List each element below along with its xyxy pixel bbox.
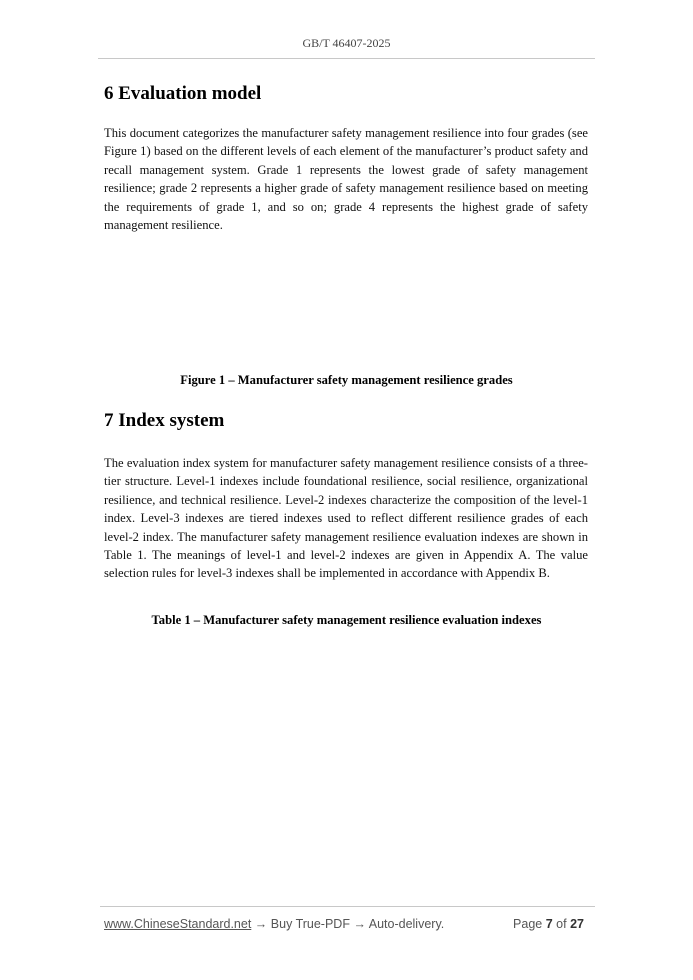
section-7 (104, 409, 588, 433)
website-link[interactable]: www.ChineseStandard.net (104, 917, 252, 931)
page-footer (104, 917, 584, 935)
section-6-heading: 6 Evaluation model (104, 83, 262, 104)
header-divider (98, 58, 595, 59)
page-total: 27 (570, 917, 584, 931)
arrow-right-icon: → (254, 917, 268, 931)
figure-1-placeholder (104, 240, 588, 365)
arrow-right-icon: → (353, 917, 366, 931)
page-label: Page (513, 917, 543, 931)
footer-promo (104, 917, 444, 931)
section-7-heading: 7 Index system (104, 410, 225, 431)
footer-divider (100, 906, 595, 907)
section-7-body (104, 454, 588, 583)
auto-delivery-text: Auto-delivery. (368, 917, 445, 931)
section-6 (104, 82, 588, 106)
buy-pdf-text: Buy True-PDF (270, 917, 350, 931)
page-current: 7 (545, 917, 553, 931)
section-7-paragraph: The evaluation index system for manufacturer safety management resilience consists of a three-tier structure. Level-1 indexes include foundational resilience, social resilience, organizational resilience, and technical resilience. Level-2 indexes characterize the composition of the level-1 index. Level-3 indexes are tiered indexes used to reflect different resilience grades of each level-2 index. The manufacturer safety management resilience evaluation indexes are shown in Table 1. The meanings of level-1 and level-2 indexes are given in Appendix A. The value selection rules for level-3 indexes shall be implemented in accordance with Appendix B. (104, 456, 588, 581)
table-1-caption: Table 1 – Manufacturer safety management resilience evaluation indexes (151, 613, 542, 627)
page-number (513, 917, 584, 931)
page-of-label: of (556, 917, 567, 931)
figure-1-caption: Figure 1 – Manufacturer safety management resilience grades (180, 373, 513, 387)
section-6-paragraph: This document categorizes the manufacturer safety management resilience into four grades (see Figure 1) based on the different levels of each element of the manufacturer’s product safety and recall management system. Grade 1 represents the lowest grade of safety management resilience; grade 2 represents a higher grade of safety management resilience based on meeting the requirements of grade 1, and so on; grade 4 represents the highest grade of safety management resilience. (104, 126, 588, 233)
page-header: GB/T 46407-2025 (302, 36, 391, 50)
section-6-body (104, 124, 588, 234)
